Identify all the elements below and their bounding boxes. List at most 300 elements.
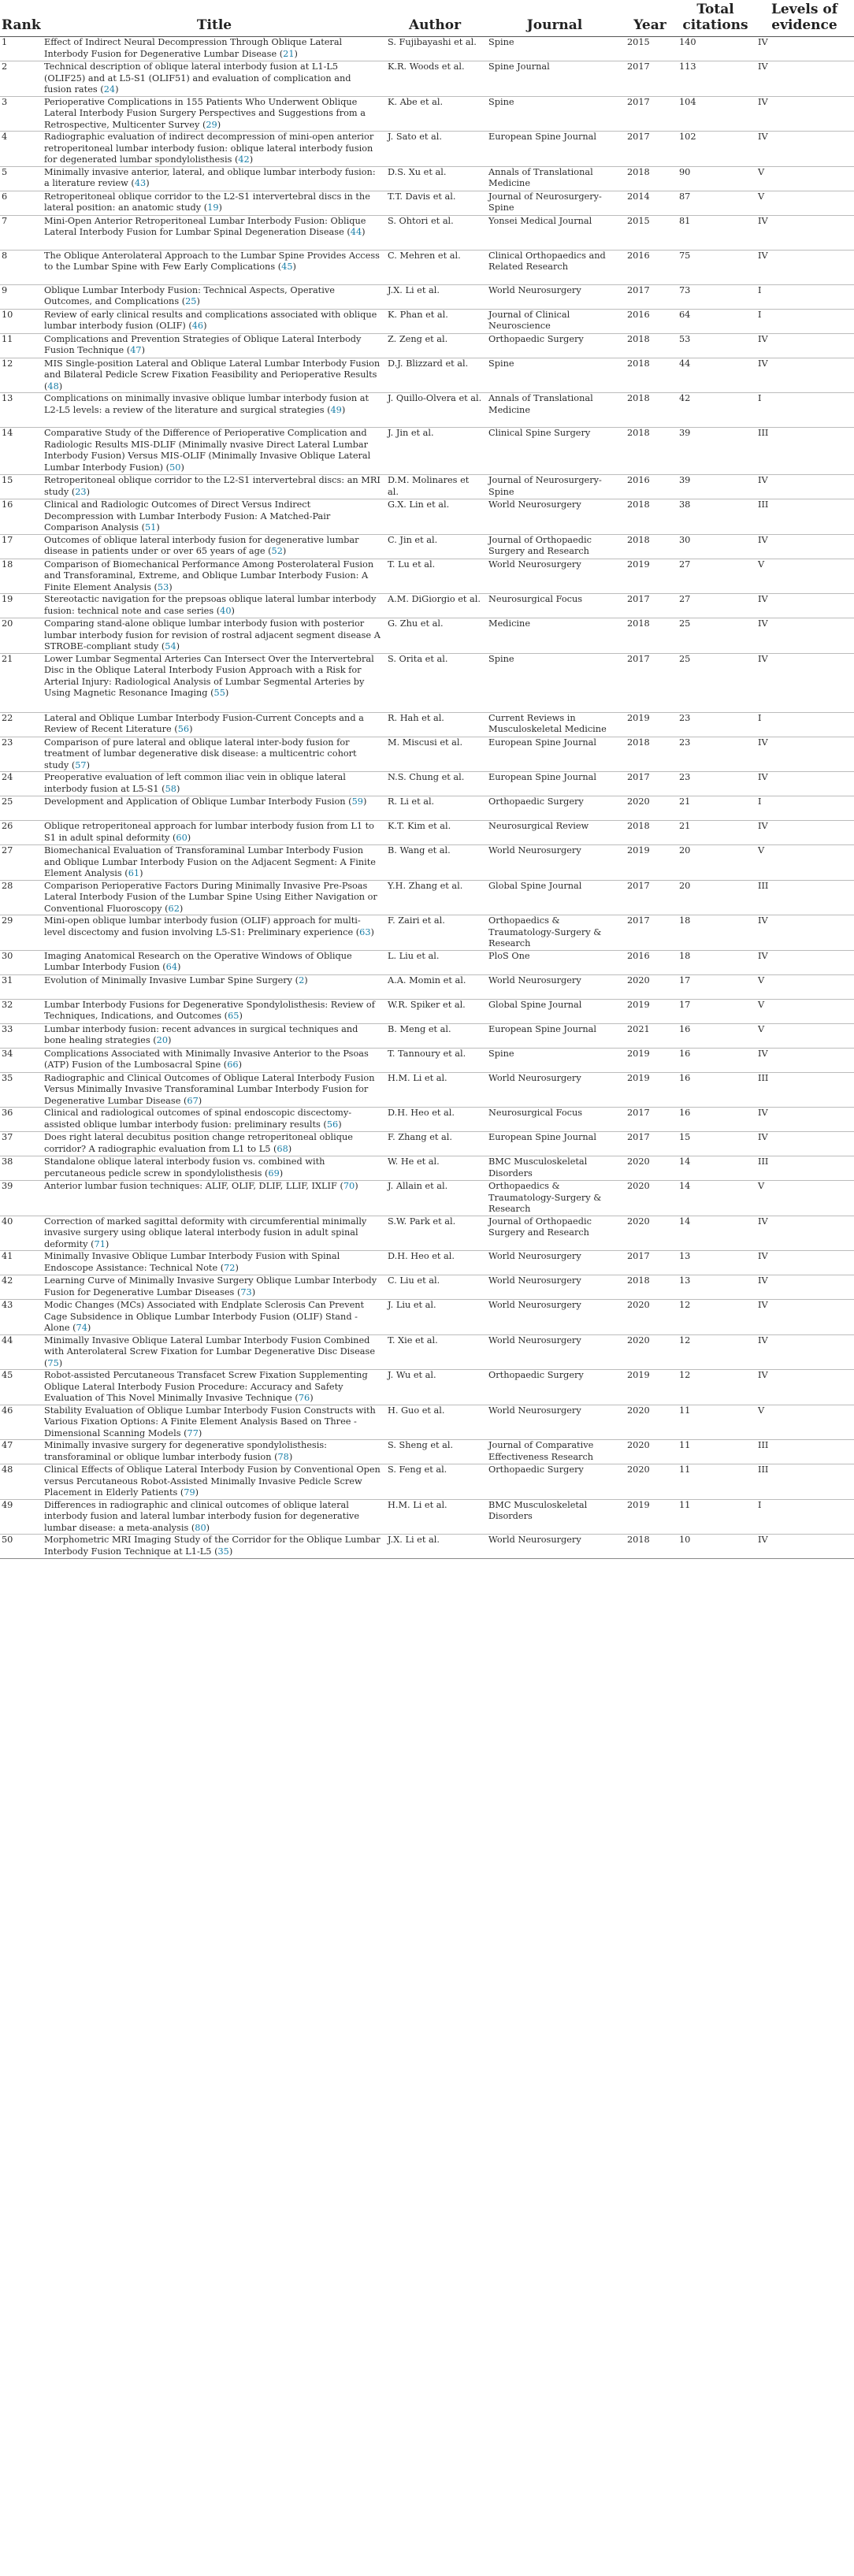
year-cell: 2019 — [627, 1048, 650, 1059]
reference-link[interactable]: 42 — [238, 154, 250, 165]
reference-link[interactable]: 58 — [165, 783, 176, 794]
citations-cell: 12 — [679, 1334, 691, 1346]
level-cell: IV — [758, 358, 768, 369]
author-cell: K. Abe et al. — [388, 96, 444, 107]
level-cell: V — [758, 999, 765, 1010]
title-text: Oblique Lumbar Interbody Fusion: Technical Aspects, Operative Outcomes, and Complications ( — [44, 284, 335, 306]
year-cell: 2017 — [627, 61, 650, 72]
level-cell: V — [758, 191, 765, 202]
title-cell — [44, 974, 384, 999]
reference-close-paren: ) — [362, 227, 366, 237]
table-row — [0, 96, 854, 132]
title-text: Lumbar interbody fusion: recent advances in surgical techniques and bone healing strategies ( — [44, 1023, 358, 1045]
year-cell: 2018 — [627, 428, 650, 438]
reference-close-paren: ) — [187, 832, 191, 843]
table-row — [0, 166, 854, 191]
author-cell: G.X. Lin et al. — [388, 499, 450, 510]
citations-cell: 81 — [679, 215, 691, 226]
title-text: Radiographic and Clinical Outcomes of Oblique Lateral Interbody Fusion Versus Minimally Invasive Transforaminal Lumbar Interbody Fusion for Degenerative Lumbar Disease ( — [44, 1072, 375, 1106]
level-cell: IV — [758, 915, 768, 926]
reference-link[interactable]: 40 — [220, 605, 232, 616]
table-row — [0, 1334, 854, 1370]
reference-close-paren: ) — [362, 796, 367, 807]
reference-close-paren: ) — [189, 724, 193, 734]
title-text: Lower Lumbar Segmental Arteries Can Intersect Over the Intervertebral Disc in the Oblique Lateral Interbody Fusion Approach with a Risk for Arterial Injury: Radiological Analysis of Lumbar Segmental Arteries by Using Magnetic Resonance Imaging ( — [44, 653, 374, 698]
rank-cell: 30 — [2, 950, 13, 961]
year-cell: 2018 — [627, 1275, 650, 1286]
citations-cell: 90 — [679, 166, 691, 177]
reference-close-paren: ) — [86, 486, 91, 497]
rank-cell: 5 — [2, 166, 8, 177]
table-row — [0, 309, 854, 333]
table-row — [0, 1275, 854, 1300]
year-cell: 2014 — [627, 191, 650, 202]
year-cell: 2016 — [627, 309, 650, 320]
reference-link[interactable]: 43 — [134, 178, 147, 188]
author-cell: S. Ohtori et al. — [388, 215, 454, 226]
year-cell: 2016 — [627, 475, 650, 485]
rank-cell: 17 — [2, 534, 13, 545]
author-cell: A.A. Momin et al. — [388, 974, 466, 985]
journal-cell: World Neurosurgery — [488, 284, 581, 295]
citations-cell: 20 — [679, 845, 691, 856]
header-title: Title — [44, 0, 384, 37]
author-cell: D.M. Molinares et al. — [388, 475, 470, 497]
title-cell — [44, 428, 384, 475]
journal-cell: Neurosurgical Focus — [488, 594, 583, 604]
level-cell: V — [758, 845, 765, 856]
title-cell — [44, 915, 384, 951]
reference-link[interactable]: 24 — [103, 84, 116, 95]
rank-cell: 12 — [2, 358, 13, 369]
reference-close-paren: ) — [228, 1546, 233, 1557]
reference-close-paren: ) — [58, 380, 63, 392]
title-text: Outcomes of oblique lateral interbody fusion for degenerative lumbar disease in patients under or over 65 years of age ( — [44, 534, 359, 556]
author-cell: H.M. Li et al. — [388, 1499, 447, 1510]
table-row — [0, 653, 854, 712]
title-text: Clinical and Radiologic Outcomes of Direct Versus Indirect Decompression with Lumbar Interbody Fusion: A Matched-Pair Comparison Analysis ( — [44, 499, 331, 533]
rank-cell: 43 — [2, 1300, 13, 1310]
title-text: Comparison of Biomechanical Performance Among Posterolateral Fusion and Transforaminal, Extreme, and Oblique Lumbar Interbody Fusion: A Finite Element Analysis ( — [44, 559, 374, 592]
reference-link[interactable]: 55 — [214, 688, 225, 698]
rank-cell: 27 — [2, 845, 13, 856]
reference-link[interactable]: 61 — [128, 868, 140, 878]
author-cell: K. Phan et al. — [388, 309, 448, 320]
level-cell: IV — [758, 1251, 768, 1261]
rank-cell: 25 — [2, 796, 13, 807]
rank-cell: 37 — [2, 1132, 13, 1142]
title-cell — [44, 1300, 384, 1335]
reference-link[interactable]: 74 — [76, 1323, 87, 1333]
year-cell: 2017 — [627, 772, 650, 782]
reference-link[interactable]: 52 — [271, 546, 283, 556]
author-cell: N.S. Chung et al. — [388, 772, 465, 782]
reference-link[interactable]: 60 — [176, 832, 188, 843]
reference-link[interactable]: 79 — [184, 1487, 195, 1498]
citations-cell: 39 — [679, 428, 691, 438]
year-cell: 2020 — [627, 1405, 650, 1416]
year-cell: 2020 — [627, 1181, 650, 1191]
rank-cell: 9 — [2, 284, 8, 295]
reference-close-paren: ) — [169, 581, 173, 592]
author-cell: K.R. Woods et al. — [388, 61, 465, 72]
author-cell: W. He et al. — [388, 1156, 440, 1167]
title-cell — [44, 1499, 384, 1535]
level-cell: IV — [758, 61, 768, 72]
author-cell: S. Fujibayashi et al. — [388, 37, 477, 47]
table-row — [0, 1535, 854, 1559]
title-cell — [44, 1370, 384, 1405]
level-cell: III — [758, 499, 769, 510]
year-cell: 2017 — [627, 594, 650, 604]
reference-link[interactable]: 45 — [281, 262, 293, 272]
title-cell — [44, 1181, 384, 1216]
level-cell: I — [758, 1499, 762, 1510]
citations-cell: 12 — [679, 1370, 691, 1380]
rank-cell: 45 — [2, 1370, 13, 1380]
reference-link[interactable]: 44 — [350, 227, 362, 237]
reference-close-paren: ) — [156, 522, 160, 533]
level-cell: IV — [758, 333, 768, 344]
year-cell: 2018 — [627, 737, 650, 748]
citations-cell: 11 — [679, 1499, 691, 1510]
reference-close-paren: ) — [203, 321, 207, 331]
title-text: Morphometric MRI Imaging Study of the Corridor for the Oblique Lumbar Interbody Fusion Technique at L1-L5 ( — [44, 1535, 381, 1557]
title-text: Imaging Anatomical Research on the Operative Windows of Oblique Lumbar Interbody Fusion ( — [44, 950, 352, 972]
reference-link[interactable]: 69 — [268, 1167, 280, 1179]
reference-link[interactable]: 62 — [168, 903, 180, 914]
journal-cell: Journal of Comparative Effectiveness Research — [488, 1440, 594, 1462]
table-row — [0, 999, 854, 1023]
reference-link[interactable]: 50 — [169, 462, 181, 473]
journal-cell: World Neurosurgery — [488, 1334, 581, 1346]
table-row — [0, 1048, 854, 1072]
reference-close-paren: ) — [176, 783, 180, 794]
reference-link[interactable]: 76 — [298, 1393, 310, 1403]
reference-link[interactable]: 68 — [277, 1143, 288, 1154]
reference-link[interactable]: 51 — [144, 522, 157, 533]
title-text: Oblique retroperitoneal approach for lumbar interbody fusion from L1 to S1 in adult spinal deformity ( — [44, 821, 374, 843]
journal-cell: Current Reviews in Musculoskeletal Medicine — [488, 712, 607, 734]
author-cell: C. Liu et al. — [388, 1275, 440, 1286]
table-row — [0, 37, 854, 61]
reference-close-paren: ) — [310, 1393, 314, 1403]
reference-link[interactable]: 46 — [191, 321, 204, 331]
journal-cell: Clinical Orthopaedics and Related Research — [488, 250, 606, 272]
table-row — [0, 250, 854, 284]
level-cell: III — [758, 880, 769, 891]
reference-link[interactable]: 53 — [157, 581, 169, 592]
level-cell: IV — [758, 772, 768, 782]
table-row — [0, 191, 854, 215]
year-cell: 2018 — [627, 1535, 650, 1545]
reference-close-paren: ) — [176, 641, 180, 651]
journal-cell: Journal of Orthopaedic Surgery and Research — [488, 1216, 592, 1238]
reference-link[interactable]: 48 — [47, 380, 59, 392]
title-text: Effect of Indirect Neural Decompression Through Oblique Lateral Interbody Fusion for Degenerative Lumbar Disease ( — [44, 37, 343, 59]
year-cell: 2019 — [627, 1370, 650, 1380]
rank-cell: 47 — [2, 1440, 13, 1450]
journal-cell: Journal of Orthopaedic Surgery and Research — [488, 534, 592, 556]
author-cell: L. Liu et al. — [388, 950, 440, 961]
year-cell: 2017 — [627, 653, 650, 664]
rank-cell: 23 — [2, 737, 13, 748]
reference-link[interactable]: 73 — [240, 1286, 252, 1297]
journal-cell: World Neurosurgery — [488, 1300, 581, 1310]
reference-link[interactable]: 65 — [228, 1011, 239, 1021]
rank-cell: 33 — [2, 1023, 13, 1034]
citations-cell: 11 — [679, 1405, 691, 1416]
year-cell: 2017 — [627, 1132, 650, 1142]
journal-cell: Orthopaedics & Traumatology-Surgery & Research — [488, 915, 602, 948]
year-cell: 2015 — [627, 215, 650, 226]
table-row — [0, 1499, 854, 1535]
reference-link[interactable]: 67 — [187, 1095, 199, 1106]
level-cell: I — [758, 712, 762, 723]
table-row — [0, 618, 854, 654]
journal-cell: World Neurosurgery — [488, 499, 581, 510]
citations-cell: 14 — [679, 1216, 691, 1227]
author-cell: J.X. Li et al. — [388, 1535, 440, 1545]
level-cell: IV — [758, 534, 768, 545]
author-cell: J. Liu et al. — [388, 1300, 436, 1310]
level-cell: IV — [758, 950, 768, 961]
reference-link[interactable]: 59 — [351, 796, 363, 807]
title-cell — [44, 950, 384, 974]
title-cell — [44, 96, 384, 132]
reference-link[interactable]: 80 — [195, 1522, 206, 1533]
level-cell: IV — [758, 475, 768, 485]
title-cell — [44, 845, 384, 881]
rank-cell: 50 — [2, 1535, 13, 1545]
title-cell — [44, 499, 384, 535]
citations-cell: 21 — [679, 796, 691, 807]
author-cell: J. Wu et al. — [388, 1370, 436, 1380]
reference-link[interactable]: 64 — [165, 962, 178, 972]
title-cell — [44, 772, 384, 796]
year-cell: 2017 — [627, 132, 650, 142]
rank-cell: 29 — [2, 915, 13, 926]
title-cell — [44, 358, 384, 393]
title-cell — [44, 653, 384, 712]
reference-link[interactable]: 56 — [177, 724, 190, 734]
reference-close-paren: ) — [238, 1060, 243, 1070]
reference-link[interactable]: 29 — [206, 119, 217, 130]
journal-cell: European Spine Journal — [488, 1023, 597, 1034]
year-cell: 2020 — [627, 796, 650, 807]
reference-close-paren: ) — [196, 296, 200, 306]
reference-link[interactable]: 49 — [330, 404, 342, 415]
table-row — [0, 594, 854, 618]
year-cell: 2018 — [627, 534, 650, 545]
year-cell: 2020 — [627, 1464, 650, 1475]
title-text: Stability Evaluation of Oblique Lumbar Interbody Fusion Constructs with Various Fixation Options: A Finite Element Analysis Based on Three -Dimensional Scanning Models ( — [44, 1405, 376, 1438]
rank-cell: 14 — [2, 428, 13, 438]
citations-cell: 42 — [679, 393, 691, 403]
author-cell: J. Allain et al. — [388, 1181, 448, 1191]
table-row — [0, 712, 854, 737]
table-row — [0, 1370, 854, 1405]
author-cell: R. Hah et al. — [388, 712, 444, 723]
rank-cell: 21 — [2, 653, 13, 664]
journal-cell: Neurosurgical Focus — [488, 1108, 583, 1118]
reference-link[interactable]: 63 — [359, 926, 371, 937]
author-cell: Z. Zeng et al. — [388, 333, 448, 344]
level-cell: IV — [758, 1132, 768, 1142]
title-text: Lateral and Oblique Lumbar Interbody Fusion-Current Concepts and a Review of Recent Literature ( — [44, 712, 364, 734]
reference-close-paren: ) — [217, 119, 221, 130]
rank-cell: 24 — [2, 772, 13, 782]
journal-cell: Journal of Neurosurgery-Spine — [488, 191, 602, 213]
title-cell — [44, 559, 384, 594]
reference-link[interactable]: 54 — [165, 641, 176, 651]
level-cell: V — [758, 1181, 765, 1191]
table-row — [0, 1251, 854, 1275]
citations-cell: 102 — [679, 132, 696, 142]
citations-cell: 64 — [679, 309, 691, 320]
citations-cell: 53 — [679, 333, 691, 344]
year-cell: 2020 — [627, 1156, 650, 1167]
table-row — [0, 1108, 854, 1132]
year-cell: 2017 — [627, 96, 650, 107]
author-cell: J. Quillo-Olvera et al. — [388, 393, 482, 403]
reference-close-paren: ) — [179, 903, 184, 914]
reference-link[interactable]: 78 — [277, 1451, 289, 1462]
reference-link[interactable]: 70 — [343, 1181, 355, 1191]
journal-cell: World Neurosurgery — [488, 1251, 581, 1261]
level-cell: V — [758, 166, 765, 177]
citations-cell: 23 — [679, 772, 691, 782]
level-cell: IV — [758, 1370, 768, 1380]
author-cell: T. Xie et al. — [388, 1334, 438, 1346]
title-cell — [44, 1156, 384, 1181]
reference-link[interactable]: 2 — [299, 974, 305, 985]
title-cell — [44, 1216, 384, 1251]
title-cell — [44, 821, 384, 845]
reference-link[interactable]: 35 — [217, 1546, 229, 1557]
reference-close-paren: ) — [294, 48, 298, 59]
citations-cell: 16 — [679, 1108, 691, 1118]
citations-cell: 18 — [679, 950, 691, 961]
reference-link[interactable]: 66 — [227, 1060, 239, 1070]
reference-link[interactable]: 57 — [75, 759, 87, 770]
citations-cell: 39 — [679, 475, 691, 485]
title-cell — [44, 880, 384, 915]
title-text: Correction of marked sagittal deformity with circumferential minimally invasive surgery using oblique lateral interbody fusion in adult spinal deformity ( — [44, 1216, 367, 1249]
journal-cell: Global Spine Journal — [488, 880, 582, 891]
year-cell: 2018 — [627, 333, 650, 344]
title-cell — [44, 1334, 384, 1370]
rank-cell: 41 — [2, 1251, 13, 1261]
header-author: Author — [384, 0, 485, 37]
author-cell: M. Miscusi et al. — [388, 737, 463, 748]
journal-cell: Journal of Neurosurgery-Spine — [488, 475, 602, 497]
citations-cell: 25 — [679, 618, 691, 629]
citations-cell: 104 — [679, 96, 696, 107]
header-levels: Levels of evidence — [755, 0, 854, 37]
reference-link[interactable]: 77 — [187, 1427, 199, 1438]
citations-cell: 14 — [679, 1181, 691, 1191]
reference-close-paren: ) — [338, 1119, 342, 1130]
rank-cell: 1 — [2, 37, 8, 47]
table-row — [0, 559, 854, 594]
title-cell — [44, 1048, 384, 1072]
level-cell: IV — [758, 618, 768, 629]
year-cell: 2016 — [627, 250, 650, 261]
reference-link[interactable]: 25 — [185, 296, 197, 306]
reference-close-paren: ) — [141, 345, 146, 355]
table-row — [0, 1072, 854, 1108]
year-cell: 2019 — [627, 1499, 650, 1510]
year-cell: 2020 — [627, 1440, 650, 1450]
title-cell — [44, 1023, 384, 1048]
author-cell: R. Li et al. — [388, 796, 435, 807]
title-text: Clinical and radiological outcomes of spinal endoscopic discectomy-assisted oblique lumbar interbody fusion: preliminary results ( — [44, 1108, 352, 1130]
title-text: Standalone oblique lateral interbody fusion vs. combined with percutaneous pedicle screw in spondylolisthesis ( — [44, 1156, 325, 1179]
reference-link[interactable]: 71 — [94, 1238, 106, 1249]
title-cell — [44, 1440, 384, 1464]
table-body — [0, 37, 854, 1559]
title-text: Review of early clinical results and complications associated with oblique lumbar interbody fusion (OLIF) ( — [44, 309, 377, 331]
reference-close-paren: ) — [288, 1143, 292, 1154]
table-row — [0, 796, 854, 821]
title-text: Minimally invasive anterior, lateral, and oblique lumbar interbody fusion: a literature review ( — [44, 166, 376, 188]
reference-close-paren: ) — [251, 1286, 256, 1297]
reference-close-paren: ) — [195, 1487, 199, 1498]
reference-link[interactable]: 47 — [130, 345, 142, 355]
reference-link[interactable]: 20 — [156, 1035, 169, 1045]
rank-cell: 3 — [2, 96, 8, 107]
reference-close-paren: ) — [288, 1451, 293, 1462]
reference-link[interactable]: 23 — [75, 486, 87, 497]
level-cell: V — [758, 974, 765, 985]
journal-cell: World Neurosurgery — [488, 559, 581, 570]
level-cell: IV — [758, 132, 768, 142]
reference-close-paren: ) — [177, 962, 181, 972]
author-cell: H.M. Li et al. — [388, 1072, 447, 1083]
title-cell — [44, 284, 384, 309]
journal-cell: Journal of Clinical Neuroscience — [488, 309, 570, 331]
journal-cell: World Neurosurgery — [488, 974, 581, 985]
reference-close-paren: ) — [239, 1011, 243, 1021]
author-cell: A.M. DiGiorgio et al. — [388, 594, 481, 604]
reference-link[interactable]: 19 — [207, 202, 219, 213]
header-citations: Total citations — [676, 0, 755, 37]
level-cell: IV — [758, 96, 768, 107]
reference-link[interactable]: 21 — [283, 48, 295, 59]
author-cell: W.R. Spiker et al. — [388, 999, 466, 1010]
reference-link[interactable]: 75 — [47, 1357, 59, 1368]
title-text: Radiographic evaluation of indirect decompression of mini-open anterior retroperitoneal lumbar interbody fusion: oblique lateral interbody fusion for degenerated lumbar spondylolisthesis ( — [44, 132, 374, 165]
title-cell — [44, 37, 384, 61]
reference-link[interactable]: 56 — [326, 1119, 339, 1130]
year-cell: 2020 — [627, 974, 650, 985]
rank-cell: 49 — [2, 1499, 13, 1510]
author-cell: F. Zhang et al. — [388, 1132, 452, 1142]
reference-close-paren: ) — [249, 154, 254, 165]
reference-link[interactable]: 72 — [224, 1262, 236, 1273]
header-year: Year — [624, 0, 676, 37]
table-row — [0, 61, 854, 97]
title-text: Perioperative Complications in 155 Patients Who Underwent Oblique Lateral Interbody Fusion Surgery Perspectives and Suggestions from a Retrospective, Multicenter Survey ( — [44, 96, 366, 130]
title-cell — [44, 1464, 384, 1500]
journal-cell: Spine — [488, 37, 514, 47]
title-cell — [44, 1405, 384, 1440]
level-cell: IV — [758, 1275, 768, 1286]
rank-cell: 6 — [2, 191, 8, 202]
reference-close-paren: ) — [58, 1357, 63, 1368]
reference-close-paren: ) — [168, 1035, 172, 1045]
